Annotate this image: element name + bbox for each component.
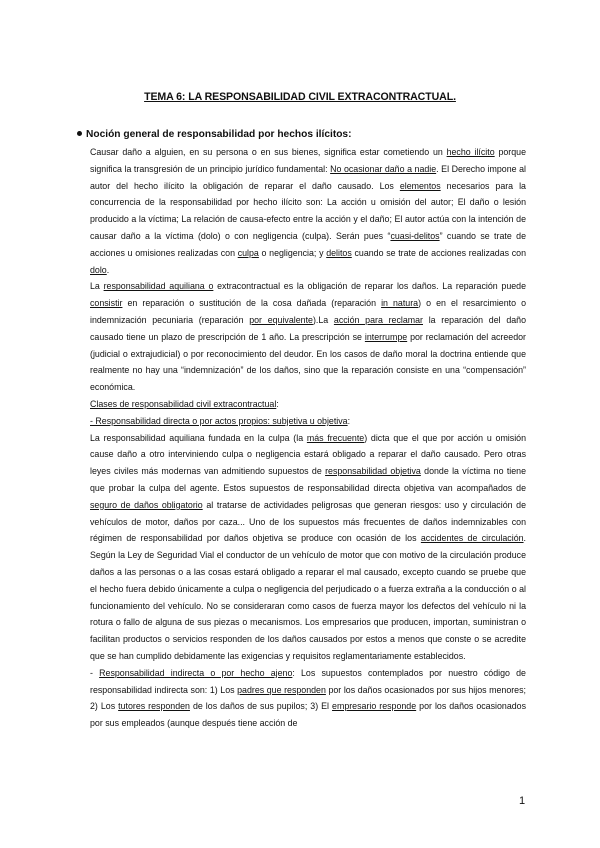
text: La (90, 281, 104, 292)
paragraph-1 (90, 144, 526, 278)
paragraph-4 (90, 665, 526, 732)
underlined-text: empresario responde (332, 701, 417, 712)
bullet-icon (77, 131, 82, 136)
underlined-text: No ocasionar daño a nadie (330, 163, 437, 174)
underlined-text: por equivalente (249, 314, 313, 325)
text: - (90, 667, 100, 678)
underlined-text: hecho ilícito (446, 147, 495, 157)
section-heading (77, 129, 352, 140)
paragraph-2 (90, 278, 526, 396)
colon: : (276, 398, 279, 409)
underlined-text: padres que responden (237, 684, 326, 695)
section-heading-text: Noción general de responsabilidad por hechos ilícitos: (86, 129, 352, 140)
underlined-text: seguro de daños obligatorio (90, 499, 203, 510)
text: en reparación o sustitución de la cosa dañada (reparación (122, 298, 382, 309)
text: o negligencia; y (258, 247, 327, 258)
underlined-text: consistir (90, 298, 123, 309)
underlined-text: dolo (90, 264, 107, 275)
underlined-text: elementos (399, 180, 441, 191)
underlined-text: responsabilidad objetiva (325, 466, 421, 477)
text: por los daños ocasionados por sus empleados (aunque después tiene acción de (90, 701, 526, 729)
text: por reclamación del acreedor (judicial o extrajudicial) o por reconocimiento del deudor. En los casos de daño moral la doctrina entiende que realmente no hay una “indemnización” de los daños, sino que la reparación consiste en una “compensación” económica. (90, 331, 526, 393)
text: . Según la Ley de Seguridad Vial el conductor de un vehículo de motor que con motivo de la circulación produce daños a las personas o a las cosas estará obligado a reparar el mal causado, excepto cuando se pruebe que el hecho fuera debido únicamente a culpa o negligencia del perjudicado o a fuerza extraña a la conducción o al funcionamiento del vehículo. No se consideraran como casos de fuerza mayor los defectos del vehículo ni la rotura o fallo de alguna de sus piezas o mecanismos. Los empresarios que producen, importan, suministran o facilitan productos o servicios responden de los daños causados por estos a menos que conste o se acredite que se han cumplido debidamente las exigencias y requisitos reglamentariamente establecidos. (90, 533, 527, 661)
body-text (90, 144, 526, 732)
text: necesarios para la concurrencia de la responsabilidad por hecho ilícito son: La acción u omisión del autor; El daño o lesión producido a la víctima; La relación de causa-efecto entre la acción y el daño; El autor actúa con la intención de causar daño a la víctima (dolo) o con negligencia (culpa). Serán pues “ (90, 180, 526, 241)
paragraph-3 (90, 430, 526, 665)
underlined-text: in natura (381, 298, 419, 309)
text: . (106, 264, 110, 275)
underlined-text: responsabilidad aquiliana o (103, 281, 214, 292)
text: donde la víctima no tiene que probar la culpa del agente. Estos supuestos de responsabilidad directa objetiva van acompañados de (90, 466, 526, 493)
text: : Los supuestos contemplados por nuestro código de responsabilidad indirecta son: 1) Los (90, 667, 526, 695)
underlined-text: - Responsabilidad directa o por actos propios: subjetiva u objetiva (90, 415, 348, 426)
page-title: TEMA 6: LA RESPONSABILIDAD CIVIL EXTRACONTRACTUAL. (144, 91, 456, 103)
underlined-text: accidentes de circulación (420, 533, 524, 544)
page-number: 1 (519, 795, 526, 807)
text: por los daños ocasionados por sus hijos menores; 2) Los (90, 684, 526, 712)
underlined-text: más frecuente (306, 432, 365, 443)
underlined-text: culpa (237, 247, 259, 258)
text: porque significa la transgresión de un principio jurídico fundamental: (90, 147, 527, 174)
underlined-text: interrumpe (364, 331, 408, 342)
text: . El Derecho impone al autor del hecho ilícito la obligación de reparar el daño causado. Los (90, 163, 526, 191)
text: ” cuando se trate de acciones u omisiones realizadas con (90, 230, 526, 258)
underlined-text: delitos (326, 247, 352, 258)
subheading-1 (90, 413, 526, 430)
underlined-text: acción para reclamar (333, 314, 423, 325)
text: ) dicta que el que por acción u omisión cause daño a otro interviniendo culpa o negligencia estará obligado a reparar el daño causado. Pero otras leyes civiles más modernas van admitiendo supuestos de (90, 432, 526, 477)
underlined-text: Clases de responsabilidad civil extracontractual (90, 398, 277, 409)
text: Causar daño a alguien, en su persona o en sus bienes, significa estar cometiendo un (90, 147, 447, 157)
text: de los daños de sus pupilos; 3) El (189, 701, 333, 712)
underlined-text: tutores responden (118, 701, 190, 712)
text: extracontractual es la obligación de reparar los daños. La reparación puede (213, 281, 527, 292)
underlined-text: Responsabilidad indirecta o por hecho ajeno (99, 667, 293, 678)
colon: : (347, 415, 351, 426)
text: ).La (312, 314, 334, 325)
clases-line (90, 396, 526, 413)
text: La responsabilidad aquiliana fundada en la culpa (la (90, 432, 307, 443)
text: la reparación del daño causado tiene un plazo de prescripción de 1 año. La prescripción se (90, 314, 526, 342)
text: ) o en el resarcimiento o indemnización pecuniaria (reparación (90, 298, 526, 325)
underlined-text: cuasi-delitos (390, 230, 440, 241)
text: al tratarse de actividades peligrosas que generan riesgos: uso y circulación de vehículos de motor, daños por caza... Uno de los supuestos más frecuentes de daños indemnizables con régimen de responsabilidad por daños objetiva se produce con ocasión de los (90, 499, 527, 544)
text: cuando se trate de acciones realizadas con (351, 247, 527, 258)
